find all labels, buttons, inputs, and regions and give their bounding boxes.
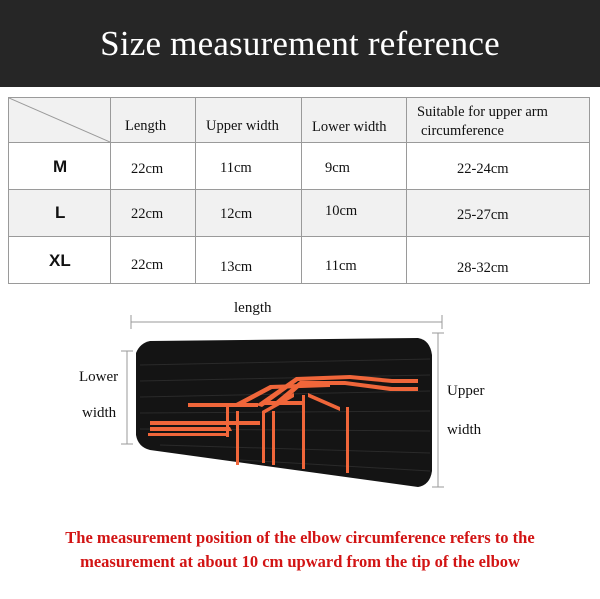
table-row xyxy=(9,190,590,237)
table-header-row xyxy=(9,98,590,143)
arm-cell xyxy=(407,190,590,237)
size-label: M xyxy=(53,157,68,176)
size-label: XL xyxy=(49,251,71,270)
upper-cell xyxy=(196,237,302,284)
length-label: length xyxy=(234,300,272,316)
lower-width-label-line2: width xyxy=(82,405,117,421)
upper-value: 11cm xyxy=(220,160,252,176)
length-value: 22cm xyxy=(131,257,164,273)
page-title: Size measurement reference xyxy=(100,23,500,63)
header-arm-line1: Suitable for upper arm xyxy=(417,104,548,120)
length-cell xyxy=(111,237,196,284)
arm-cell xyxy=(407,143,590,190)
header-upper-width xyxy=(196,98,302,143)
upper-width-label-line1: Upper xyxy=(447,383,485,399)
upper-value: 13cm xyxy=(220,259,253,275)
lower-value: 9cm xyxy=(325,160,350,176)
size-cell xyxy=(9,237,111,284)
table-row xyxy=(9,143,590,190)
upper-cell xyxy=(196,190,302,237)
header-length xyxy=(111,98,196,143)
lower-cell xyxy=(302,237,407,284)
upper-value: 12cm xyxy=(220,206,253,222)
corner-cell xyxy=(9,98,111,143)
sleeve-diagram xyxy=(0,295,600,505)
lower-value: 11cm xyxy=(325,258,357,274)
header-arm-circumference xyxy=(407,98,590,143)
title-banner xyxy=(0,0,600,87)
header-lower-width-label: Lower width xyxy=(312,119,387,135)
size-table xyxy=(8,97,590,284)
header-length-label: Length xyxy=(125,118,167,134)
lower-cell xyxy=(302,143,407,190)
header-arm-line2: circumference xyxy=(421,123,504,139)
length-value: 22cm xyxy=(131,161,164,177)
lower-value: 10cm xyxy=(325,203,358,219)
size-label: L xyxy=(55,203,66,222)
measurement-note-line1: The measurement position of the elbow circumference refers to the xyxy=(65,528,535,547)
measurement-note-line2: measurement at about 10 cm upward from the tip of the elbow xyxy=(80,552,520,571)
upper-cell xyxy=(196,143,302,190)
size-cell xyxy=(9,190,111,237)
table-row xyxy=(9,237,590,284)
arm-value: 22-24cm xyxy=(457,161,509,177)
header-upper-width-label: Upper width xyxy=(206,118,279,134)
length-cell xyxy=(111,143,196,190)
lower-cell xyxy=(302,190,407,237)
size-cell xyxy=(9,143,111,190)
arm-value: 28-32cm xyxy=(457,260,509,276)
diagonal-divider xyxy=(9,98,110,142)
lower-width-label-line1: Lower xyxy=(79,369,119,385)
upper-width-label-line2: width xyxy=(447,422,482,438)
arm-value: 25-27cm xyxy=(457,207,509,223)
arm-cell xyxy=(407,237,590,284)
length-cell xyxy=(111,190,196,237)
header-lower-width xyxy=(302,98,407,143)
length-value: 22cm xyxy=(131,206,164,222)
sleeve-graphic xyxy=(0,295,600,505)
